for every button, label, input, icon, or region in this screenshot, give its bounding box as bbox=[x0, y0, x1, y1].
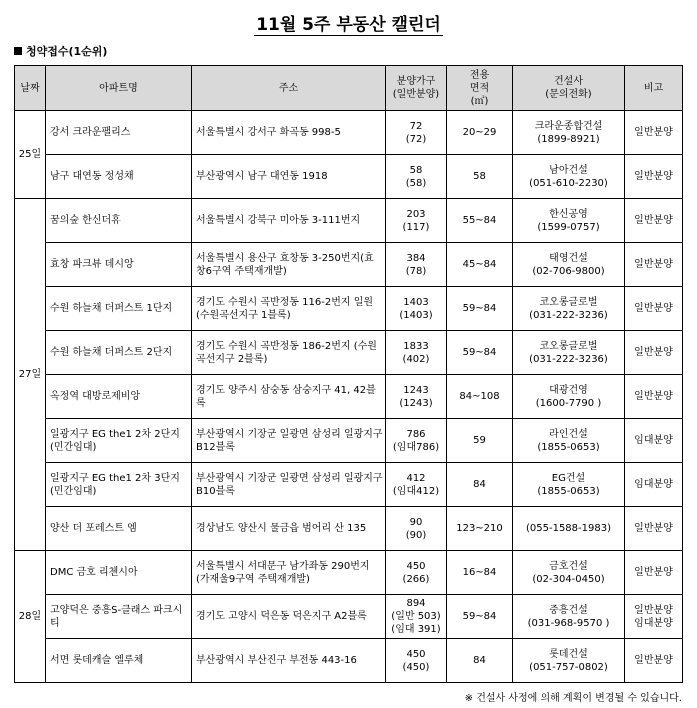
note-cell bbox=[625, 463, 683, 507]
builder-cell-line: 태영건설 bbox=[549, 252, 588, 264]
supply-cell bbox=[386, 375, 447, 419]
supply-cell bbox=[386, 111, 447, 155]
supply-cell-line: (임대412) bbox=[392, 485, 440, 497]
supply-cell-line: 786 bbox=[406, 428, 426, 440]
header-date: 날짜 bbox=[15, 66, 46, 111]
builder-cell-line: (1899-8921) bbox=[537, 133, 600, 145]
supply-cell bbox=[386, 639, 447, 683]
apartment-name: 꿈의숲 한신더휴 bbox=[46, 199, 192, 243]
area-cell: 55~84 bbox=[447, 199, 513, 243]
note-cell-line: 일반분양 bbox=[634, 347, 673, 358]
table-row bbox=[15, 199, 683, 243]
table-body bbox=[15, 111, 683, 683]
area-cell: 58 bbox=[447, 155, 513, 199]
apartment-name: 수원 하늘채 더퍼스트 2단지 bbox=[46, 331, 192, 375]
address-cell: 경기도 고양시 덕은동 덕은지구 A2블록 bbox=[192, 595, 386, 639]
supply-cell-line: (402) bbox=[402, 353, 430, 365]
area-cell: 59~84 bbox=[447, 595, 513, 639]
note-cell-line: 일반분양 bbox=[634, 655, 673, 666]
supply-cell-line: (266) bbox=[402, 573, 430, 585]
supply-cell-line: (일반 503) bbox=[391, 611, 441, 622]
address-cell: 서울특별시 서대문구 남가좌동 290번지(가재울9구역 주택재개발) bbox=[192, 551, 386, 595]
address-cell: 부산광역시 부산진구 부전동 443-16 bbox=[192, 639, 386, 683]
calendar-table bbox=[14, 65, 683, 683]
builder-cell bbox=[513, 155, 625, 199]
apartment-name: 일광지구 EG the1 2차 2단지 (민간임대) bbox=[46, 419, 192, 463]
builder-cell bbox=[513, 463, 625, 507]
supply-cell-line: 894 bbox=[406, 598, 426, 609]
table-row bbox=[15, 375, 683, 419]
supply-cell-line: (72) bbox=[405, 133, 427, 145]
supply-cell-line: 1403 bbox=[403, 296, 429, 308]
address-cell: 경기도 수원시 곡반정동 116-2번지 일원(수원곡선지구 1블록) bbox=[192, 287, 386, 331]
header-area-line: (㎡) bbox=[470, 95, 489, 107]
builder-cell-line: 롯데건설 bbox=[549, 648, 588, 660]
supply-cell-line: 1243 bbox=[403, 384, 429, 396]
note-cell bbox=[625, 375, 683, 419]
supply-cell-line: (117) bbox=[402, 221, 430, 233]
supply-cell-line: (1403) bbox=[399, 309, 433, 321]
address-cell: 서울특별시 강북구 미아동 3-111번지 bbox=[192, 199, 386, 243]
builder-cell-line: 금호건설 bbox=[549, 560, 588, 572]
note-cell bbox=[625, 243, 683, 287]
builder-cell bbox=[513, 419, 625, 463]
supply-cell-line: (58) bbox=[405, 177, 427, 189]
builder-cell bbox=[513, 243, 625, 287]
builder-cell bbox=[513, 331, 625, 375]
area-cell: 84~108 bbox=[447, 375, 513, 419]
apartment-name: 남구 대연동 정성채 bbox=[46, 155, 192, 199]
area-cell: 45~84 bbox=[447, 243, 513, 287]
builder-cell-line: 코오롱글로벌 bbox=[539, 340, 598, 352]
builder-cell-line: (1599-0757) bbox=[537, 221, 600, 233]
note-cell bbox=[625, 551, 683, 595]
apartment-name: 일광지구 EG the1 2차 3단지 (민간임대) bbox=[46, 463, 192, 507]
note-cell bbox=[625, 287, 683, 331]
builder-cell-line: 한신공영 bbox=[549, 208, 588, 220]
builder-cell-line: 남아건설 bbox=[549, 164, 588, 176]
address-cell: 부산광역시 기장군 일광면 삼성리 일광지구 B10블록 bbox=[192, 463, 386, 507]
note-cell-line: 일반분양 bbox=[634, 303, 673, 314]
header-address: 주소 bbox=[192, 66, 386, 111]
supply-cell-line: (90) bbox=[405, 529, 427, 541]
note-cell bbox=[625, 639, 683, 683]
table-row bbox=[15, 287, 683, 331]
address-cell: 서울특별시 강서구 화곡동 998-5 bbox=[192, 111, 386, 155]
builder-cell-line: 라인건설 bbox=[549, 428, 588, 440]
area-cell: 20~29 bbox=[447, 111, 513, 155]
apartment-name: 효창 파크뷰 데시앙 bbox=[46, 243, 192, 287]
area-cell: 84 bbox=[447, 463, 513, 507]
supply-cell-line: (임대 391) bbox=[391, 624, 441, 635]
address-cell: 부산광역시 기장군 일광면 삼성리 일광지구 B12블록 bbox=[192, 419, 386, 463]
address-cell: 서울특별시 용산구 효창동 3-250번지(효창6구역 주택재개발) bbox=[192, 243, 386, 287]
supply-cell-line: 90 bbox=[409, 516, 423, 528]
supply-cell-line: 412 bbox=[406, 472, 426, 484]
note-cell bbox=[625, 507, 683, 551]
supply-cell bbox=[386, 199, 447, 243]
note-cell bbox=[625, 595, 683, 639]
builder-cell-line: (1855-0653) bbox=[537, 441, 600, 453]
area-cell: 59~84 bbox=[447, 287, 513, 331]
note-cell-line: 일반분양 bbox=[634, 604, 673, 616]
supply-cell bbox=[386, 507, 447, 551]
builder-cell-line: (051-757-0802) bbox=[529, 661, 608, 673]
header-area bbox=[447, 66, 513, 111]
builder-cell-line: (031-222-3236) bbox=[529, 309, 608, 321]
date-cell: 28일 bbox=[15, 551, 46, 683]
builder-cell-line: (031-222-3236) bbox=[529, 353, 608, 365]
supply-cell-line: 450 bbox=[406, 560, 426, 572]
supply-cell bbox=[386, 463, 447, 507]
note-cell-line: 임대분양 bbox=[634, 617, 673, 629]
area-cell: 84 bbox=[447, 639, 513, 683]
builder-cell-line: (051-610-2230) bbox=[529, 177, 608, 189]
builder-cell-line: (1855-0653) bbox=[537, 485, 600, 497]
address-cell: 경기도 양주시 삼숭동 삼숭지구 41, 42블록 bbox=[192, 375, 386, 419]
note-cell bbox=[625, 331, 683, 375]
header-builder-line: 건설사 bbox=[554, 76, 583, 87]
builder-cell-line: EG건설 bbox=[551, 472, 586, 484]
builder-cell bbox=[513, 375, 625, 419]
header-note: 비고 bbox=[625, 66, 683, 111]
table-header bbox=[15, 66, 683, 111]
table-row bbox=[15, 155, 683, 199]
address-cell: 부산광역시 남구 대연동 1918 bbox=[192, 155, 386, 199]
note-cell-line: 일반분양 bbox=[634, 391, 673, 402]
section-label: 청약접수(1순위) bbox=[26, 45, 108, 58]
area-cell: 16~84 bbox=[447, 551, 513, 595]
supply-cell-line: (임대786) bbox=[392, 441, 440, 453]
apartment-name: 옥정역 대방로제비앙 bbox=[46, 375, 192, 419]
note-cell bbox=[625, 111, 683, 155]
supply-cell bbox=[386, 419, 447, 463]
section-heading bbox=[14, 43, 107, 59]
note-cell-line: 일반분양 bbox=[634, 215, 673, 226]
supply-cell-line: (1243) bbox=[399, 397, 433, 409]
supply-cell-line: 450 bbox=[406, 648, 426, 660]
date-cell: 27일 bbox=[15, 199, 46, 551]
builder-cell-line: 대광건영 bbox=[549, 384, 588, 396]
date-cell: 25일 bbox=[15, 111, 46, 199]
table-row bbox=[15, 595, 683, 639]
area-cell: 123~210 bbox=[447, 507, 513, 551]
note-cell-line: 일반분양 bbox=[634, 127, 673, 138]
table-row bbox=[15, 463, 683, 507]
builder-cell-line: (1600-7790 ) bbox=[535, 397, 602, 409]
note-cell-line: 일반분양 bbox=[634, 171, 673, 182]
area-cell: 59~84 bbox=[447, 331, 513, 375]
builder-cell bbox=[513, 507, 625, 551]
header-supply-line: (일반분양) bbox=[392, 89, 440, 100]
note-cell bbox=[625, 419, 683, 463]
supply-cell bbox=[386, 155, 447, 199]
table-row bbox=[15, 639, 683, 683]
apartment-name: 서면 롯데캐슬 엘루체 bbox=[46, 639, 192, 683]
builder-cell-line: 크라운종합건설 bbox=[534, 120, 603, 132]
supply-cell bbox=[386, 331, 447, 375]
note-cell-line: 임대분양 bbox=[634, 435, 673, 446]
header-area-line: 전용 bbox=[469, 69, 490, 81]
header-builder bbox=[513, 66, 625, 111]
header-supply bbox=[386, 66, 447, 111]
table-row bbox=[15, 243, 683, 287]
apartment-name: DMC 금호 리첸시아 bbox=[46, 551, 192, 595]
header-builder-line: (문의전화) bbox=[545, 89, 592, 100]
note-cell-line: 임대분양 bbox=[634, 479, 673, 490]
note-cell-line: 일반분양 bbox=[634, 259, 673, 270]
supply-cell-line: (78) bbox=[405, 265, 427, 277]
supply-cell bbox=[386, 287, 447, 331]
supply-cell-line: (450) bbox=[402, 661, 430, 673]
note-cell bbox=[625, 199, 683, 243]
builder-cell bbox=[513, 287, 625, 331]
builder-cell bbox=[513, 595, 625, 639]
apartment-name: 강서 크라운팰리스 bbox=[46, 111, 192, 155]
supply-cell-line: 203 bbox=[406, 208, 426, 220]
table-row bbox=[15, 507, 683, 551]
footnote: ※ 건설사 사정에 의해 계획이 변경될 수 있습니다. bbox=[464, 693, 682, 704]
apartment-name: 고양덕은 중흥S-클래스 파크시티 bbox=[46, 595, 192, 639]
builder-cell bbox=[513, 111, 625, 155]
supply-cell bbox=[386, 595, 447, 639]
supply-cell-line: 58 bbox=[409, 164, 423, 176]
address-cell: 경상남도 양산시 물금읍 범어리 산 135 bbox=[192, 507, 386, 551]
builder-cell bbox=[513, 639, 625, 683]
table-row bbox=[15, 111, 683, 155]
builder-cell-line: 코오롱글로벌 bbox=[539, 296, 598, 308]
table-row bbox=[15, 331, 683, 375]
header-apt: 아파트명 bbox=[46, 66, 192, 111]
table-row bbox=[15, 419, 683, 463]
note-cell-line: 일반분양 bbox=[634, 523, 673, 534]
supply-cell bbox=[386, 243, 447, 287]
builder-cell-line: (055-1588-1983) bbox=[525, 523, 611, 534]
header-area-line: 면적 bbox=[469, 82, 490, 94]
note-cell-line: 일반분양 bbox=[634, 567, 673, 578]
area-cell: 59 bbox=[447, 419, 513, 463]
builder-cell-line: (02-706-9800) bbox=[532, 265, 605, 277]
builder-cell-line: 중흥건설 bbox=[549, 604, 588, 616]
supply-cell-line: 384 bbox=[406, 252, 426, 264]
builder-cell-line: (02-304-0450) bbox=[532, 573, 605, 585]
builder-cell bbox=[513, 551, 625, 595]
supply-cell bbox=[386, 551, 447, 595]
builder-cell-line: (031-968-9570 ) bbox=[527, 617, 610, 629]
supply-cell-line: 72 bbox=[409, 120, 423, 132]
table-row bbox=[15, 551, 683, 595]
apartment-name: 양산 더 포레스트 엠 bbox=[46, 507, 192, 551]
square-bullet-icon bbox=[14, 47, 22, 55]
address-cell: 경기도 수원시 곡반정동 186-2번지 (수원곡선지구 2블록) bbox=[192, 331, 386, 375]
page-title: 11월 5주 부동산 캘린더 bbox=[256, 15, 441, 35]
apartment-name: 수원 하늘채 더퍼스트 1단지 bbox=[46, 287, 192, 331]
header-supply-line: 분양가구 bbox=[396, 76, 436, 87]
builder-cell bbox=[513, 199, 625, 243]
note-cell bbox=[625, 155, 683, 199]
supply-cell-line: 1833 bbox=[403, 340, 429, 352]
